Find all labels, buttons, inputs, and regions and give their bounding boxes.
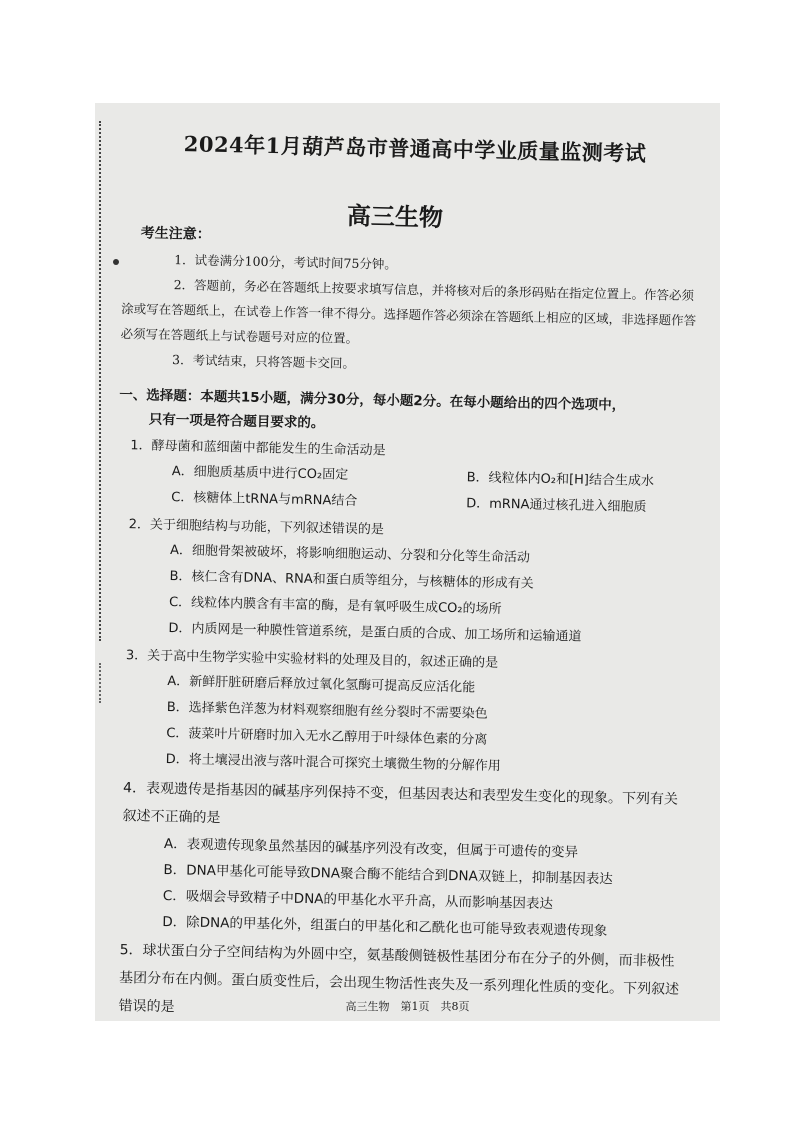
option-b: B．DNA甲基化可能导致DNA聚合酶不能结合到DNA双链上，抑制基因表达 xyxy=(163,861,613,888)
option-a: A．细胞质基质中进行CO₂固定 xyxy=(171,464,349,483)
question-4 xyxy=(108,774,686,946)
question-stem: 5．球状蛋白分子空间结构为外圆中空，氨基酸侧链极性基团分布在分子的外侧，而非极性基团分布在内侧。蛋白质变性后，会出现生物活性丧失及一系列理化性质的变化。下列叙述错误的是 xyxy=(118,942,680,1016)
option-a: A．新鲜肝脏研磨后释放过氧化氢酶可提高反应活化能 xyxy=(167,674,476,696)
page-footer: 高三生物 第1页 共8页 xyxy=(345,1000,470,1013)
question-stem: 3．关于高中生物学实验中实验材料的处理及目的，叙述正确的是 xyxy=(125,648,499,671)
question-stem: 1．酵母菌和蓝细菌中都能发生的生命活动是 xyxy=(130,438,386,459)
option-b: B．核仁含有DNA、RNA和蛋白质等组分，与核糖体的形成有关 xyxy=(169,569,534,592)
option-c: C．菠菜叶片研磨时加入无水乙醇用于叶绿体色素的分离 xyxy=(166,726,488,748)
notice-item-2: 2．答题前，务必在答题纸上按要求填写信息，并将核对后的条形码贴在指定位置上。作答必须涂或写在答题纸上，在试卷上作答一律不得分。选择题作答必须涂在答题纸上相应的区域，非选择题作答必须写在答题纸上与试卷题号对应的位置。 xyxy=(120,277,697,346)
question-3 xyxy=(111,643,689,784)
question-2 xyxy=(114,512,692,653)
question-stem: 4．表观遗传是指基因的碱基序列保持不变，但基因表达和表型发生变化的现象。下列有关叙述不正确的是 xyxy=(122,780,679,827)
option-a: A．细胞骨架被破坏，将影响细胞运动、分裂和分化等生命活动 xyxy=(169,543,531,566)
notice-heading: 考生注意： xyxy=(140,225,211,243)
binding-line xyxy=(99,121,109,641)
section-line-1: 一、选择题：本题共15小题，满分30分，每小题2分。在每小题给出的四个选项中， xyxy=(119,386,626,414)
subject-title: 高三生物 xyxy=(346,200,444,233)
option-b: B．线粒体内O₂和[H]结合生成水 xyxy=(466,470,655,490)
exam-content xyxy=(106,221,698,1021)
question-stem: 2．关于细胞结构与功能，下列叙述错误的是 xyxy=(128,517,385,538)
option-d: D．将土壤浸出液与落叶混合可探究土壤微生物的分解作用 xyxy=(165,752,501,775)
option-c: C．线粒体内膜含有丰富的酶，是有氧呼吸生成CO₂的场所 xyxy=(168,595,502,618)
option-a: A．表观遗传现象虽然基因的碱基序列没有改变，但属于可遗传的变异 xyxy=(163,835,579,861)
notice-item-1: 1．试卷满分100分，考试时间75分钟。 xyxy=(174,252,398,272)
option-c: C．吸烟会导致精子中DNA的甲基化水平升高，从而影响基因表达 xyxy=(162,887,554,913)
punch-hole-icon xyxy=(113,259,119,265)
section-line-2: 只有一项是符合题目要求的。 xyxy=(148,411,325,432)
option-d: D．除DNA的甲基化外，组蛋白的甲基化和乙酰化也可能导致表观遗传现象 xyxy=(162,913,608,940)
question-1 xyxy=(117,433,693,522)
option-d: D．内质网是一种膜性管道系统，是蛋白质的合成、加工场所和运输通道 xyxy=(168,621,582,645)
option-d: D．mRNA通过核孔进入细胞质 xyxy=(465,496,647,516)
option-c: C．核糖体上tRNA与mRNA结合 xyxy=(171,490,358,509)
exam-sheet xyxy=(95,103,720,1021)
option-b: B．选择紫色洋葱为材料观察细胞有丝分裂时不需要染色 xyxy=(166,700,488,722)
exam-title: 2024年1月葫芦岛市普通高中学业质量监测考试 xyxy=(183,131,647,166)
notice-item-3: 3．考试结束，只将答题卡交回。 xyxy=(171,352,356,371)
binding-line-lower xyxy=(99,663,109,703)
